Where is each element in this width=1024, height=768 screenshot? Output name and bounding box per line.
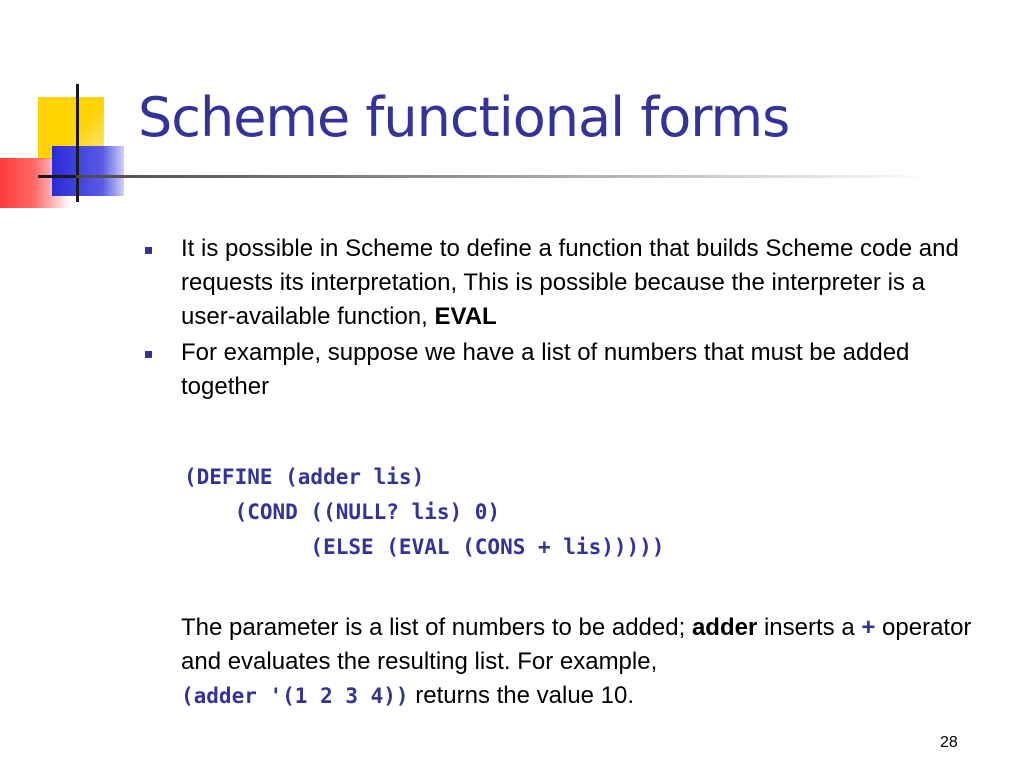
paragraph-plus-operator: +: [861, 614, 876, 641]
bullet-text: It is possible in Scheme to define a function that builds Scheme code and requests its interpretation, This is possible because the interpreter is a user-available function,: [181, 235, 959, 330]
slide-title: Scheme functional forms: [138, 86, 790, 149]
title-underline-rule: [76, 175, 936, 178]
paragraph-text: returns the value 10.: [408, 682, 635, 709]
code-line: (ELSE (EVAL (CONS + lis))))): [184, 535, 665, 559]
explanation-paragraph: [181, 611, 1001, 713]
paragraph-text: The parameter is a list of numbers to be added;: [181, 614, 692, 641]
code-block: [184, 460, 664, 565]
paragraph-text: inserts a: [757, 614, 862, 641]
blue-square-decoration: [52, 146, 124, 196]
paragraph-bold-adder: adder: [691, 614, 758, 641]
bullet-bold-text: EVAL: [434, 303, 497, 330]
square-bullet-icon: [145, 247, 152, 254]
square-bullet-icon: [145, 351, 152, 358]
bullet-list: [145, 232, 985, 406]
code-line: (DEFINE (adder lis): [184, 465, 425, 489]
bullet-text: For example, suppose we have a list of numbers that must be added together: [181, 339, 910, 400]
paragraph-text: operator and evaluates the resulting list. For example,: [181, 614, 972, 675]
code-line: (COND ((NULL? lis) 0): [184, 500, 501, 524]
page-number: 28: [940, 734, 958, 751]
bullet-item: [145, 232, 985, 334]
bullet-item: [145, 336, 985, 404]
vertical-line-decoration: [76, 84, 79, 202]
paragraph-code-example: (adder '(1 2 3 4)): [181, 684, 409, 708]
